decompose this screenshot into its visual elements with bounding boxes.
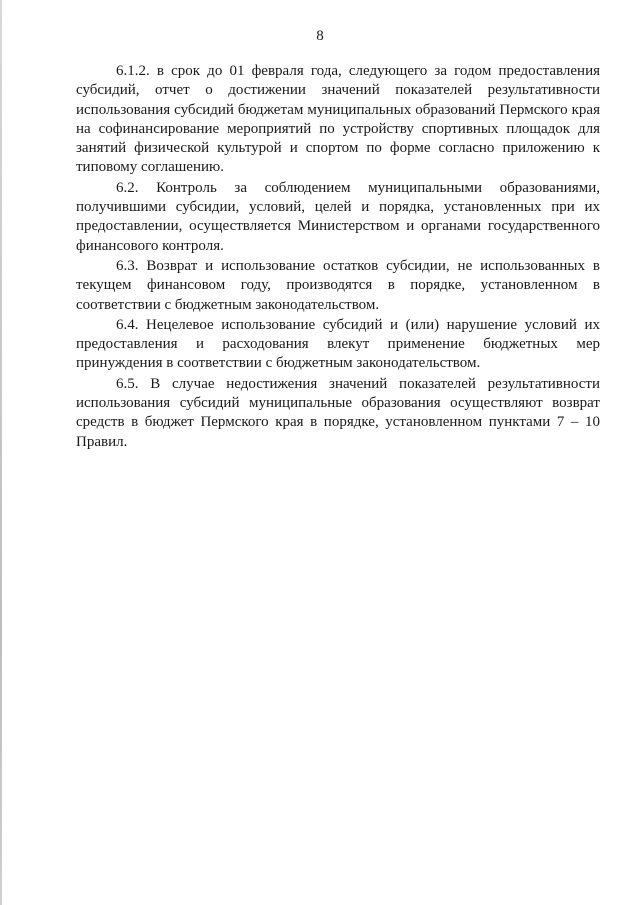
- paragraph-6-4: 6.4. Нецелевое использование субсидий и (или) нарушение условий их предоставления и расходования влекут применение бюджетных мер принуждения в соответствии с бюджетным законодательством.: [76, 316, 600, 372]
- document-body: [76, 62, 600, 453]
- paragraph-6-2: 6.2. Контроль за соблюдением муниципальными образованиями, получившими субсидии, условий, целей и порядка, установленных при их предоставлении, осуществляется Министерством и органами государственного финансового контроля.: [76, 179, 600, 254]
- paragraph-6-1-2: 6.1.2. в срок до 01 февраля года, следующего за годом предоставления субсидий, отчет о достижении значений показателей результативности использования субсидий бюджетам муниципальных образований Пермского края на софинансирование мероприятий по устройству спортивных площадок для занятий физической культурой и спортом по форме согласно приложению к типовому соглашению.: [76, 63, 600, 176]
- scan-edge-shadow: [0, 0, 2, 905]
- page-number: 8: [316, 28, 324, 44]
- paragraph-6-5: 6.5. В случае недостижения значений показателей результативности использования субсидий муниципальные образования осуществляют возврат средств в бюджет Пермского края в порядке, установленном пунктами 7 – 10 Правил.: [76, 375, 600, 450]
- paragraph-6-3: 6.3. Возврат и использование остатков субсидии, не использованных в текущем финансовом году, производятся в порядке, установленном в соответствии с бюджетным законодательством.: [76, 257, 600, 313]
